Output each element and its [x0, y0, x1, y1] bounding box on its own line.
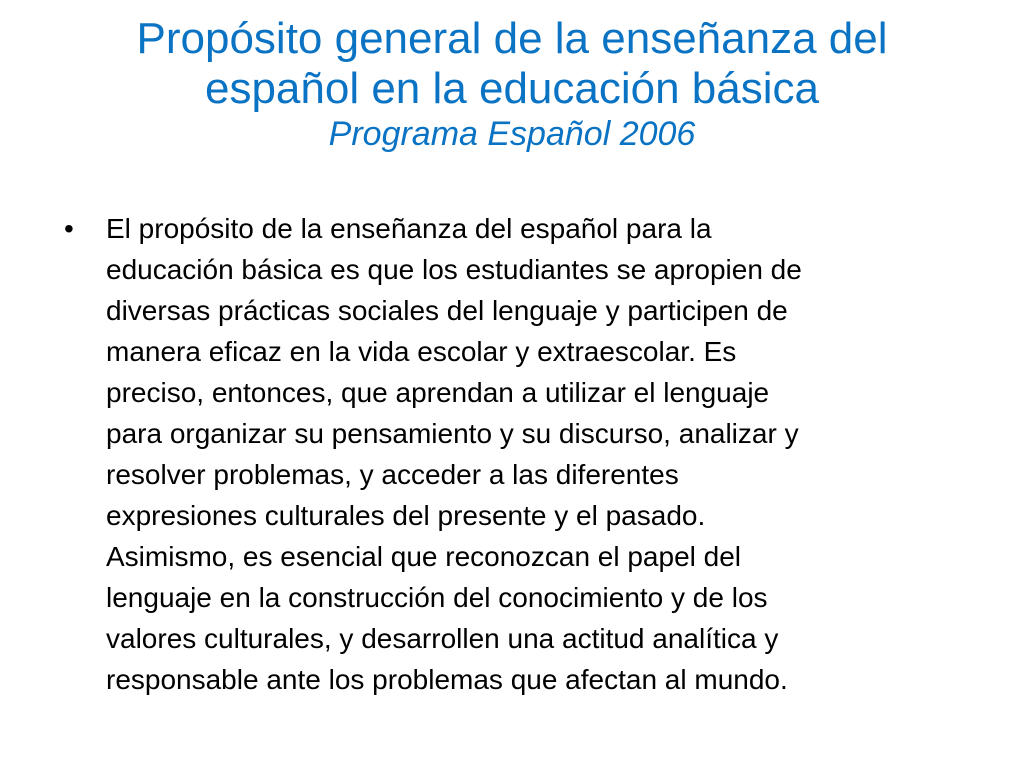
bullet-item: [62, 208, 962, 700]
slide-subtitle: Programa Español 2006: [328, 115, 696, 153]
paragraph-line: preciso, entonces, que aprendan a utilizar el lenguaje: [106, 377, 770, 408]
paragraph-line: valores culturales, y desarrollen una actitud analítica y: [106, 623, 779, 654]
bullet-icon: •: [64, 213, 74, 244]
paragraph-line: manera eficaz en la vida escolar y extraescolar. Es: [106, 336, 737, 367]
paragraph-line: educación básica es que los estudiantes se apropien de: [106, 254, 802, 285]
paragraph-line: Asimismo, es esencial que reconozcan el papel del: [106, 541, 742, 572]
paragraph-line: diversas prácticas sociales del lenguaje y participen de: [106, 295, 788, 326]
paragraph-line: resolver problemas, y acceder a las diferentes: [106, 459, 679, 490]
paragraph-line: El propósito de la enseñanza del español para la: [106, 213, 712, 244]
bullet-paragraph: [106, 208, 802, 700]
paragraph-line: responsable ante los problemas que afectan al mundo.: [106, 664, 788, 695]
title-line-2: español en la educación básica: [204, 64, 819, 113]
paragraph-line: para organizar su pensamiento y su discurso, analizar y: [106, 418, 799, 449]
paragraph-line: expresiones culturales del presente y el pasado.: [106, 500, 706, 531]
title-line-1: Propósito general de la enseñanza del: [136, 14, 888, 63]
slide-body: [62, 208, 962, 700]
paragraph-line: lenguaje en la construcción del conocimiento y de los: [106, 582, 768, 613]
slide-title: [40, 14, 984, 154]
